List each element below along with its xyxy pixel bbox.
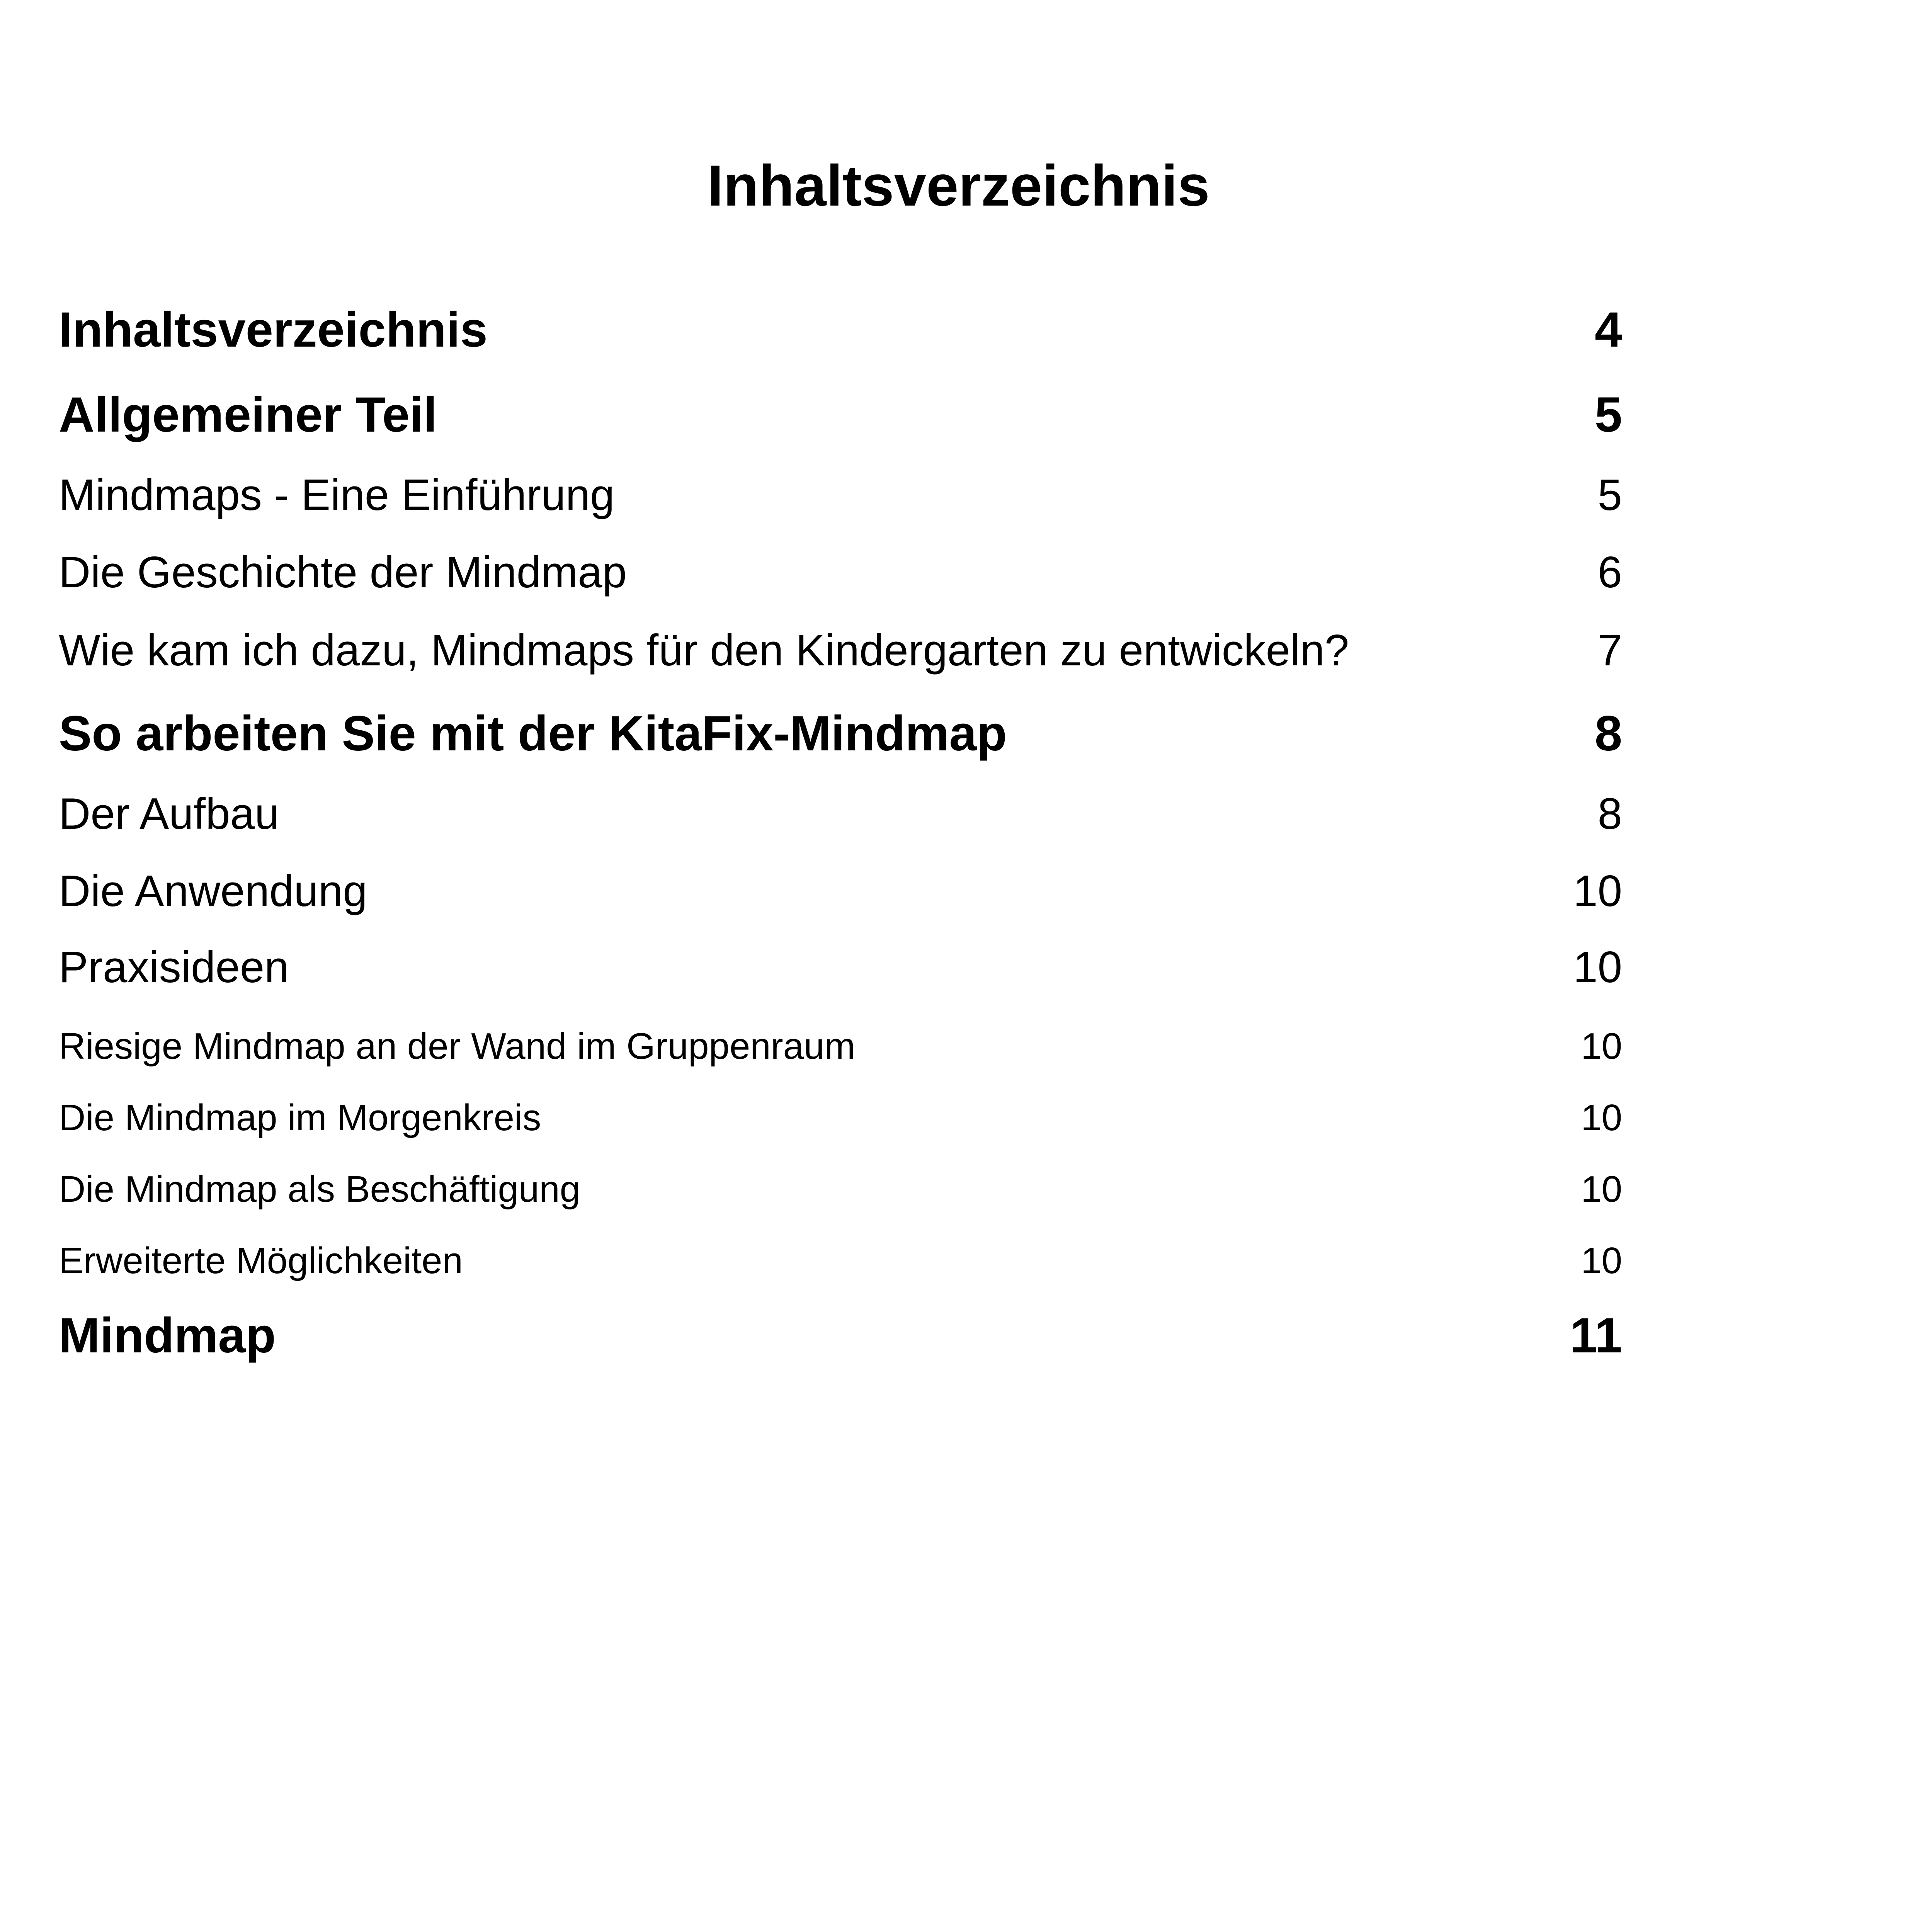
toc-entry-page: 8 <box>1597 789 1622 838</box>
toc-entry[interactable] <box>59 1099 1622 1136</box>
toc-entry-label: Der Aufbau <box>59 789 279 838</box>
toc-entry-label: Praxisideen <box>59 943 289 992</box>
toc-entry[interactable] <box>59 302 1622 357</box>
toc-entry[interactable] <box>59 471 1622 520</box>
toc-entry-label: Mindmaps - Eine Einführung <box>59 471 615 520</box>
toc-entry-page: 10 <box>1573 867 1622 916</box>
toc-entry-page: 10 <box>1581 1240 1622 1281</box>
toc-entry-label: Inhaltsverzeichnis <box>59 302 488 357</box>
toc-entry[interactable] <box>59 1168 1622 1210</box>
toc-entry[interactable] <box>59 943 1622 992</box>
toc-entry[interactable] <box>59 548 1622 597</box>
toc-entry-label: Die Geschichte der Mindmap <box>59 548 627 597</box>
toc-entry[interactable] <box>59 387 1622 442</box>
toc-entry-label: Mindmap <box>59 1308 276 1363</box>
toc-entry[interactable] <box>59 1028 1622 1065</box>
toc-entry-label: Die Mindmap als Beschäftigung <box>59 1168 581 1210</box>
toc-entry-page: 7 <box>1597 626 1622 675</box>
toc-entry[interactable] <box>59 867 1622 916</box>
toc-entry-page: 4 <box>1594 302 1622 357</box>
toc-entry-page: 10 <box>1581 1097 1622 1138</box>
toc-entry-page: 6 <box>1597 548 1622 597</box>
toc-entry-page: 10 <box>1581 1026 1622 1067</box>
toc-entry[interactable] <box>59 706 1622 761</box>
toc-entry-page: 5 <box>1597 471 1622 520</box>
toc-entry-label: So arbeiten Sie mit der KitaFix-Mindmap <box>59 706 1007 761</box>
toc-entry-page: 5 <box>1594 387 1622 442</box>
toc-entry[interactable] <box>59 1242 1622 1279</box>
toc-entry[interactable] <box>59 1308 1622 1363</box>
toc-entry-label: Die Anwendung <box>59 867 367 916</box>
toc-entry-label: Allgemeiner Teil <box>59 387 437 442</box>
toc-entry-page: 11 <box>1570 1308 1622 1363</box>
toc-entry-label: Die Mindmap im Morgenkreis <box>59 1097 541 1138</box>
toc-entry[interactable] <box>59 626 1622 675</box>
page-title: Inhaltsverzeichnis <box>707 153 1210 218</box>
toc-entry-page: 8 <box>1594 706 1622 761</box>
toc-entry-label: Wie kam ich dazu, Mindmaps für den Kindergarten zu entwickeln? <box>59 626 1349 675</box>
toc-entry-label: Riesige Mindmap an der Wand im Gruppenraum <box>59 1026 856 1067</box>
toc-entry-label: Erweiterte Möglichkeiten <box>59 1240 463 1281</box>
toc-entry-page: 10 <box>1573 943 1622 992</box>
toc-entry[interactable] <box>59 789 1622 838</box>
toc-entry-page: 10 <box>1581 1168 1622 1210</box>
